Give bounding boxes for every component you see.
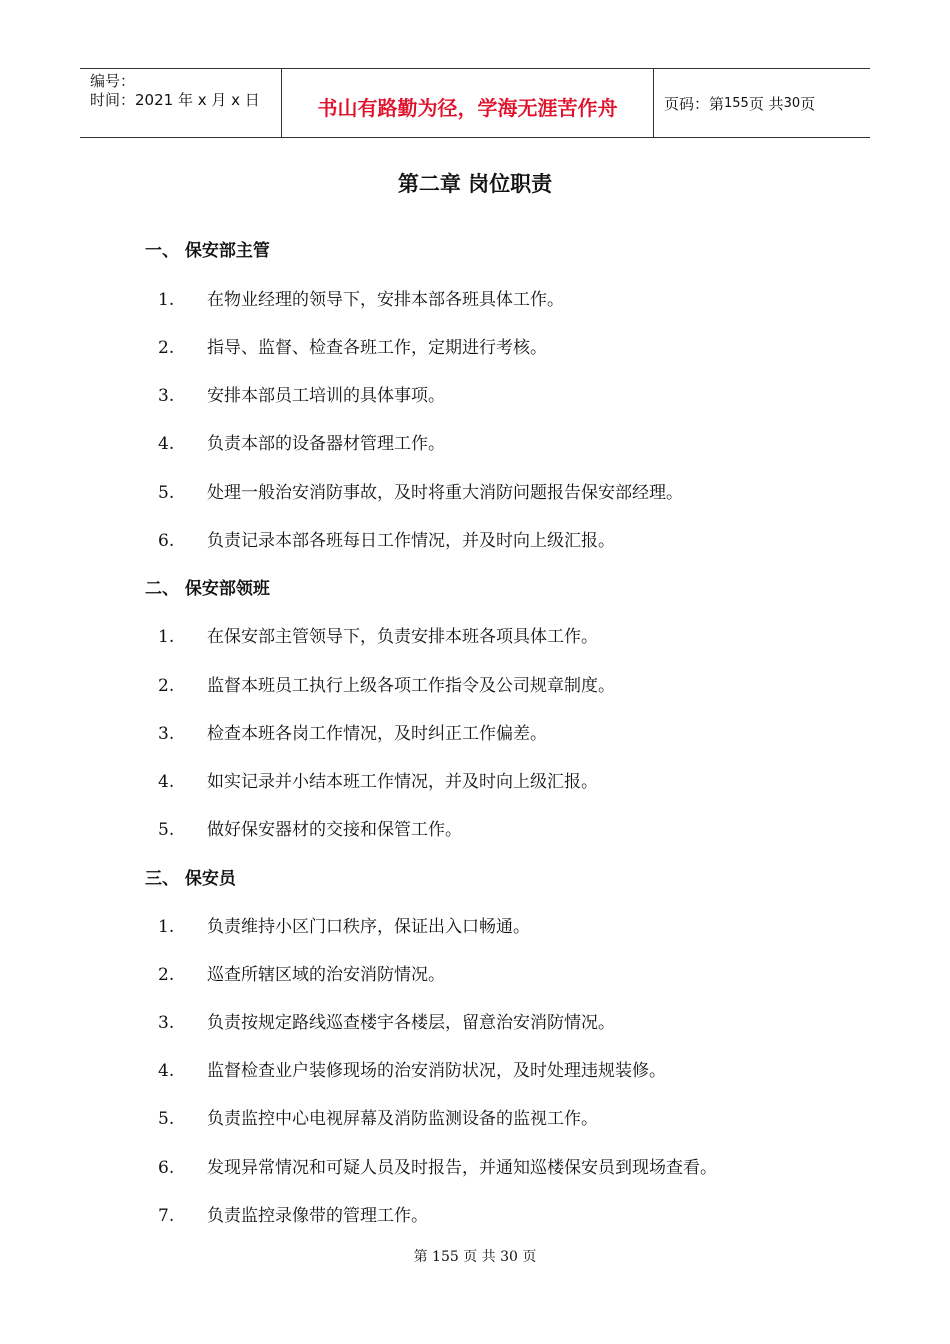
page-current: 155 [724, 95, 749, 111]
list-item: 6. 发现异常情况和可疑人员及时报告，并通知巡楼保安员到现场查看。 [158, 1158, 717, 1178]
header-meta [80, 69, 282, 137]
page-prefix: 页码：第 [664, 94, 725, 113]
section-title: 三、 保安员 [145, 869, 236, 889]
list-item: 3. 检查本班各岗工作情况，及时纠正工作偏差。 [158, 724, 547, 744]
list-item: 3. 负责按规定路线巡查楼宇各楼层，留意治安消防情况。 [158, 1013, 615, 1033]
list-item: 2. 指导、监督、检查各班工作，定期进行考核。 [158, 338, 547, 358]
list-item: 1. 在物业经理的领导下，安排本部各班具体工作。 [158, 290, 564, 310]
list-item: 5. 处理一般治安消防事故，及时将重大消防问题报告保安部经理。 [158, 483, 683, 503]
serial-label: 编号： [90, 72, 136, 90]
section-title: 一、 保安部主管 [145, 241, 270, 261]
list-item: 7. 负责监控录像带的管理工作。 [158, 1206, 428, 1226]
page-suffix: 页 [800, 94, 816, 113]
page-header [80, 68, 870, 138]
list-item: 6. 负责记录本部各班每日工作情况，并及时向上级汇报。 [158, 531, 615, 551]
list-item: 3. 安排本部员工培训的具体事项。 [158, 386, 445, 406]
header-page-info [654, 69, 870, 137]
page-total: 30 [783, 95, 801, 111]
list-item: 4. 如实记录并小结本班工作情况，并及时向上级汇报。 [158, 772, 598, 792]
header-motto: 书山有路勤为径，学海无涯苦作舟 [282, 69, 654, 137]
list-item: 1. 负责维持小区门口秩序，保证出入口畅通。 [158, 917, 530, 937]
section-title: 二、 保安部领班 [145, 579, 270, 599]
list-item: 5. 负责监控中心电视屏幕及消防监测设备的监视工作。 [158, 1109, 598, 1129]
list-item: 2. 监督本班员工执行上级各项工作指令及公司规章制度。 [158, 676, 615, 696]
chapter-title: 第二章 岗位职责 [397, 172, 553, 196]
page-mid: 页 共 [748, 94, 784, 113]
list-item: 4. 负责本部的设备器材管理工作。 [158, 434, 445, 454]
list-item: 1. 在保安部主管领导下，负责安排本班各项具体工作。 [158, 627, 598, 647]
page-footer: 第 155 页 共 30 页 [413, 1249, 537, 1265]
list-item: 5. 做好保安器材的交接和保管工作。 [158, 820, 462, 840]
list-item: 4. 监督检查业户装修现场的治安消防状况，及时处理违规装修。 [158, 1061, 666, 1081]
list-item: 2. 巡查所辖区域的治安消防情况。 [158, 965, 445, 985]
date-label: 时间：2021 年 x 月 x 日 [90, 91, 260, 109]
